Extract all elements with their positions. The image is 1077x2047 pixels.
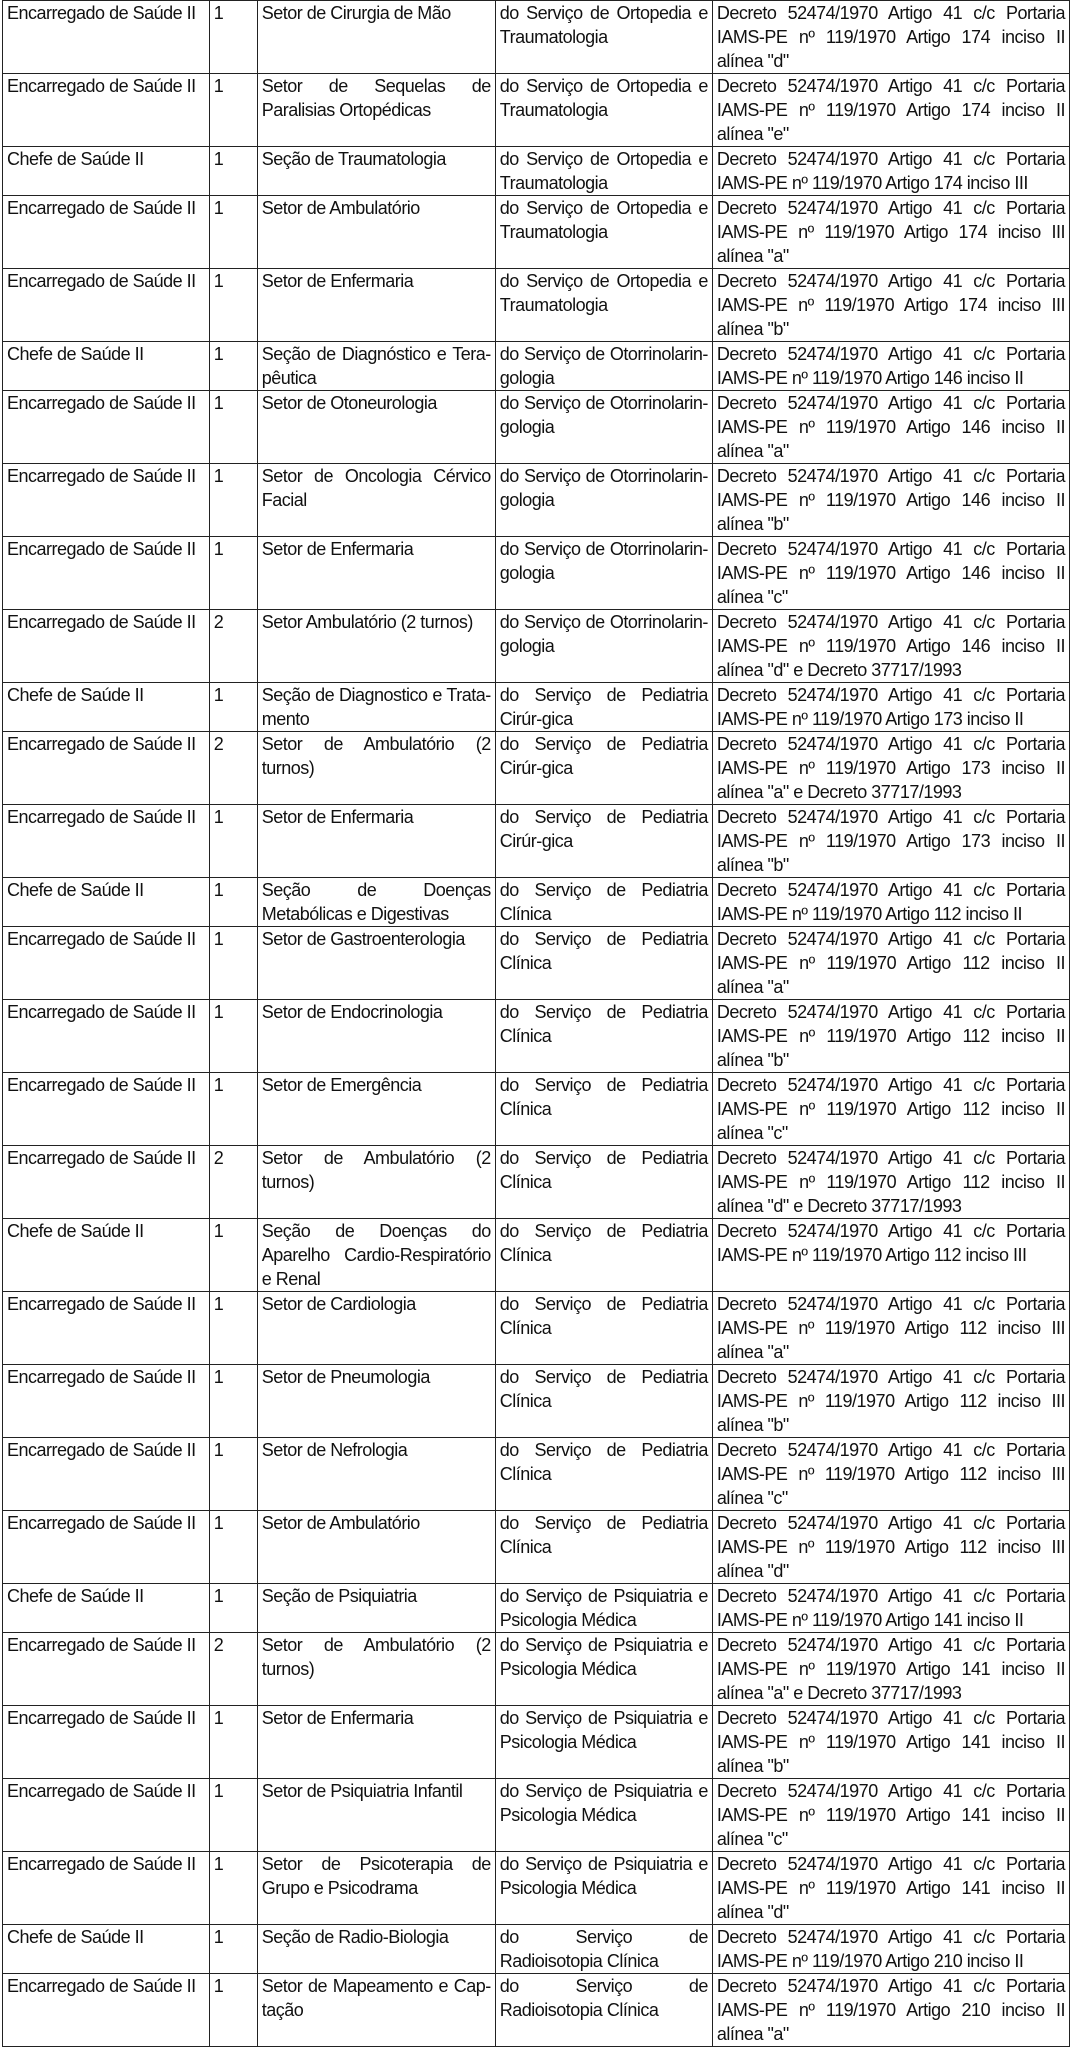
table-row	[3, 610, 1070, 683]
unit-cell: Setor de Sequelas de Paralisias Ortopédicas	[257, 74, 495, 147]
service-cell: do Serviço de Pediatria Clínica	[495, 878, 712, 927]
cargo-cell: Encarregado de Saúde II	[3, 1511, 210, 1584]
unit-cell: Setor Ambulatório (2 turnos)	[257, 610, 495, 683]
legislation-cell: Decreto 52474/1970 Artigo 41 c/c Portaria IAMS-PE nº 119/1970 Artigo 112 inciso II alínea "c"	[712, 1073, 1069, 1146]
service-cell: do Serviço de Psiquiatria e Psicologia Médica	[495, 1706, 712, 1779]
quantity-cell: 2	[209, 1633, 257, 1706]
table-body	[3, 1, 1070, 2047]
table-row	[3, 342, 1070, 391]
legislation-cell: Decreto 52474/1970 Artigo 41 c/c Portaria IAMS-PE nº 119/1970 Artigo 174 inciso II alínea "d"	[712, 1, 1069, 74]
service-cell: do Serviço de Otorrinolarin-gologia	[495, 610, 712, 683]
quantity-cell: 1	[209, 1073, 257, 1146]
legislation-cell: Decreto 52474/1970 Artigo 41 c/c Portaria IAMS-PE nº 119/1970 Artigo 141 inciso II alínea "d"	[712, 1852, 1069, 1925]
service-cell: do Serviço de Radioisotopia Clínica	[495, 1974, 712, 2047]
legislation-cell: Decreto 52474/1970 Artigo 41 c/c Portaria IAMS-PE nº 119/1970 Artigo 146 inciso II alínea "c"	[712, 537, 1069, 610]
legislation-cell: Decreto 52474/1970 Artigo 41 c/c Portaria IAMS-PE nº 119/1970 Artigo 112 inciso II alínea "a"	[712, 927, 1069, 1000]
unit-cell: Setor de Ambulatório	[257, 1511, 495, 1584]
quantity-cell: 2	[209, 610, 257, 683]
quantity-cell: 1	[209, 1584, 257, 1633]
legislation-cell: Decreto 52474/1970 Artigo 41 c/c Portaria IAMS-PE nº 119/1970 Artigo 112 inciso III alínea "d"	[712, 1511, 1069, 1584]
table-row	[3, 1219, 1070, 1292]
service-cell: do Serviço de Ortopedia e Traumatologia	[495, 147, 712, 196]
unit-cell: Setor de Ambulatório (2 turnos)	[257, 1146, 495, 1219]
unit-cell: Setor de Gastroenterologia	[257, 927, 495, 1000]
legislation-cell: Decreto 52474/1970 Artigo 41 c/c Portaria IAMS-PE nº 119/1970 Artigo 141 inciso II alínea "b"	[712, 1706, 1069, 1779]
cargo-cell: Encarregado de Saúde II	[3, 1438, 210, 1511]
unit-cell: Setor de Ambulatório (2 turnos)	[257, 732, 495, 805]
quantity-cell: 1	[209, 1779, 257, 1852]
quantity-cell: 2	[209, 1146, 257, 1219]
quantity-cell: 1	[209, 147, 257, 196]
legislation-cell: Decreto 52474/1970 Artigo 41 c/c Portaria IAMS-PE nº 119/1970 Artigo 146 inciso II alínea "a"	[712, 391, 1069, 464]
quantity-cell: 1	[209, 391, 257, 464]
table-row	[3, 196, 1070, 269]
cargo-cell: Encarregado de Saúde II	[3, 1706, 210, 1779]
quantity-cell: 1	[209, 74, 257, 147]
unit-cell: Setor de Pneumologia	[257, 1365, 495, 1438]
unit-cell: Setor de Enfermaria	[257, 1706, 495, 1779]
quantity-cell: 1	[209, 464, 257, 537]
cargo-cell: Encarregado de Saúde II	[3, 74, 210, 147]
table-row	[3, 1438, 1070, 1511]
unit-cell: Seção de Psiquiatria	[257, 1584, 495, 1633]
service-cell: do Serviço de Pediatria Clínica	[495, 1219, 712, 1292]
table-row	[3, 1292, 1070, 1365]
unit-cell: Setor de Ambulatório	[257, 196, 495, 269]
cargo-cell: Encarregado de Saúde II	[3, 1633, 210, 1706]
legislation-cell: Decreto 52474/1970 Artigo 41 c/c Portaria IAMS-PE nº 119/1970 Artigo 112 inciso II	[712, 878, 1069, 927]
table-row	[3, 1633, 1070, 1706]
table-row	[3, 391, 1070, 464]
table-row	[3, 1852, 1070, 1925]
service-cell: do Serviço de Pediatria Clínica	[495, 1292, 712, 1365]
cargo-cell: Encarregado de Saúde II	[3, 537, 210, 610]
quantity-cell: 1	[209, 1292, 257, 1365]
unit-cell: Setor de Psicoterapia de Grupo e Psicodrama	[257, 1852, 495, 1925]
table-row	[3, 927, 1070, 1000]
cargo-cell: Encarregado de Saúde II	[3, 464, 210, 537]
legislation-cell: Decreto 52474/1970 Artigo 41 c/c Portaria IAMS-PE nº 119/1970 Artigo 146 inciso II alínea "b"	[712, 464, 1069, 537]
legislation-cell: Decreto 52474/1970 Artigo 41 c/c Portaria IAMS-PE nº 119/1970 Artigo 112 inciso III alínea "a"	[712, 1292, 1069, 1365]
legislation-cell: Decreto 52474/1970 Artigo 41 c/c Portaria IAMS-PE nº 119/1970 Artigo 112 inciso III alínea "b"	[712, 1365, 1069, 1438]
quantity-cell: 1	[209, 269, 257, 342]
cargo-cell: Encarregado de Saúde II	[3, 1073, 210, 1146]
unit-cell: Setor de Otoneurologia	[257, 391, 495, 464]
quantity-cell: 1	[209, 1365, 257, 1438]
legislation-cell: Decreto 52474/1970 Artigo 41 c/c Portaria IAMS-PE nº 119/1970 Artigo 174 inciso II alínea "e"	[712, 74, 1069, 147]
cargo-cell: Encarregado de Saúde II	[3, 1000, 210, 1073]
legislation-cell: Decreto 52474/1970 Artigo 41 c/c Portaria IAMS-PE nº 119/1970 Artigo 112 inciso III	[712, 1219, 1069, 1292]
legislation-cell: Decreto 52474/1970 Artigo 41 c/c Portaria IAMS-PE nº 119/1970 Artigo 210 inciso II alínea "a"	[712, 1974, 1069, 2047]
service-cell: do Serviço de Psiquiatria e Psicologia Médica	[495, 1633, 712, 1706]
service-cell: do Serviço de Otorrinolarin-gologia	[495, 537, 712, 610]
unit-cell: Setor de Enfermaria	[257, 537, 495, 610]
legislation-cell: Decreto 52474/1970 Artigo 41 c/c Portaria IAMS-PE nº 119/1970 Artigo 174 inciso III alínea "b"	[712, 269, 1069, 342]
cargo-cell: Encarregado de Saúde II	[3, 610, 210, 683]
legislation-cell: Decreto 52474/1970 Artigo 41 c/c Portaria IAMS-PE nº 119/1970 Artigo 173 inciso II alínea "a" e Decreto 37717/1993	[712, 732, 1069, 805]
quantity-cell: 1	[209, 805, 257, 878]
table-row	[3, 1706, 1070, 1779]
legislation-cell: Decreto 52474/1970 Artigo 41 c/c Portaria IAMS-PE nº 119/1970 Artigo 174 inciso III	[712, 147, 1069, 196]
table-row	[3, 1925, 1070, 1974]
service-cell: do Serviço de Otorrinolarin-gologia	[495, 464, 712, 537]
cargo-cell: Chefe de Saúde II	[3, 683, 210, 732]
quantity-cell: 1	[209, 1852, 257, 1925]
service-cell: do Serviço de Pediatria Cirúr-gica	[495, 732, 712, 805]
unit-cell: Seção de Diagnostico e Trata-mento	[257, 683, 495, 732]
service-cell: do Serviço de Radioisotopia Clínica	[495, 1925, 712, 1974]
table-row	[3, 74, 1070, 147]
legislation-cell: Decreto 52474/1970 Artigo 41 c/c Portaria IAMS-PE nº 119/1970 Artigo 173 inciso II alínea "b"	[712, 805, 1069, 878]
cargo-cell: Encarregado de Saúde II	[3, 1, 210, 74]
cargo-cell: Chefe de Saúde II	[3, 342, 210, 391]
service-cell: do Serviço de Pediatria Clínica	[495, 1000, 712, 1073]
table-row	[3, 1584, 1070, 1633]
cargo-cell: Encarregado de Saúde II	[3, 269, 210, 342]
quantity-cell: 1	[209, 1706, 257, 1779]
service-cell: do Serviço de Psiquiatria e Psicologia Médica	[495, 1584, 712, 1633]
cargo-cell: Chefe de Saúde II	[3, 1219, 210, 1292]
service-cell: do Serviço de Ortopedia e Traumatologia	[495, 1, 712, 74]
cargo-cell: Encarregado de Saúde II	[3, 1146, 210, 1219]
table-row	[3, 269, 1070, 342]
cargo-cell: Encarregado de Saúde II	[3, 1365, 210, 1438]
service-cell: do Serviço de Pediatria Clínica	[495, 1438, 712, 1511]
unit-cell: Seção de Doenças do Aparelho Cardio-Respiratório e Renal	[257, 1219, 495, 1292]
quantity-cell: 1	[209, 1974, 257, 2047]
service-cell: do Serviço de Otorrinolarin-gologia	[495, 391, 712, 464]
unit-cell: Setor de Enfermaria	[257, 269, 495, 342]
unit-cell: Seção de Diagnóstico e Tera-pêutica	[257, 342, 495, 391]
cargo-cell: Encarregado de Saúde II	[3, 1852, 210, 1925]
unit-cell: Setor de Psiquiatria Infantil	[257, 1779, 495, 1852]
quantity-cell: 1	[209, 342, 257, 391]
service-cell: do Serviço de Pediatria Clínica	[495, 927, 712, 1000]
cargo-cell: Chefe de Saúde II	[3, 1584, 210, 1633]
quantity-cell: 1	[209, 537, 257, 610]
unit-cell: Setor de Emergência	[257, 1073, 495, 1146]
legislation-cell: Decreto 52474/1970 Artigo 41 c/c Portaria IAMS-PE nº 119/1970 Artigo 112 inciso II alínea "d" e Decreto 37717/1993	[712, 1146, 1069, 1219]
quantity-cell: 1	[209, 1000, 257, 1073]
quantity-cell: 1	[209, 683, 257, 732]
unit-cell: Seção de Doenças Metabólicas e Digestivas	[257, 878, 495, 927]
table-row	[3, 683, 1070, 732]
table-row	[3, 1511, 1070, 1584]
unit-cell: Setor de Enfermaria	[257, 805, 495, 878]
quantity-cell: 2	[209, 732, 257, 805]
cargo-cell: Chefe de Saúde II	[3, 147, 210, 196]
unit-cell: Setor de Cirurgia de Mão	[257, 1, 495, 74]
quantity-cell: 1	[209, 1, 257, 74]
unit-cell: Setor de Ambulatório (2 turnos)	[257, 1633, 495, 1706]
legislation-cell: Decreto 52474/1970 Artigo 41 c/c Portaria IAMS-PE nº 119/1970 Artigo 146 inciso II	[712, 342, 1069, 391]
cargo-cell: Encarregado de Saúde II	[3, 1779, 210, 1852]
legislation-cell: Decreto 52474/1970 Artigo 41 c/c Portaria IAMS-PE nº 119/1970 Artigo 112 inciso II alínea "b"	[712, 1000, 1069, 1073]
service-cell: do Serviço de Psiquiatria e Psicologia Médica	[495, 1779, 712, 1852]
table-row	[3, 1779, 1070, 1852]
cargo-cell: Encarregado de Saúde II	[3, 1974, 210, 2047]
cargo-cell: Encarregado de Saúde II	[3, 927, 210, 1000]
table-row	[3, 1974, 1070, 2047]
quantity-cell: 1	[209, 1438, 257, 1511]
legislation-cell: Decreto 52474/1970 Artigo 41 c/c Portaria IAMS-PE nº 119/1970 Artigo 174 inciso III alínea "a"	[712, 196, 1069, 269]
table-row	[3, 732, 1070, 805]
table-row	[3, 147, 1070, 196]
table-row	[3, 805, 1070, 878]
service-cell: do Serviço de Pediatria Cirúr-gica	[495, 683, 712, 732]
cargo-cell: Encarregado de Saúde II	[3, 196, 210, 269]
service-cell: do Serviço de Ortopedia e Traumatologia	[495, 196, 712, 269]
quantity-cell: 1	[209, 196, 257, 269]
quantity-cell: 1	[209, 1925, 257, 1974]
service-cell: do Serviço de Pediatria Clínica	[495, 1511, 712, 1584]
legislation-cell: Decreto 52474/1970 Artigo 41 c/c Portaria IAMS-PE nº 119/1970 Artigo 173 inciso II	[712, 683, 1069, 732]
table-row	[3, 1146, 1070, 1219]
service-cell: do Serviço de Pediatria Clínica	[495, 1146, 712, 1219]
legislation-cell: Decreto 52474/1970 Artigo 41 c/c Portaria IAMS-PE nº 119/1970 Artigo 146 inciso II alínea "d" e Decreto 37717/1993	[712, 610, 1069, 683]
service-cell: do Serviço de Psiquiatria e Psicologia Médica	[495, 1852, 712, 1925]
table-row	[3, 537, 1070, 610]
table-row	[3, 1365, 1070, 1438]
cargo-cell: Encarregado de Saúde II	[3, 1292, 210, 1365]
service-cell: do Serviço de Pediatria Clínica	[495, 1073, 712, 1146]
service-cell: do Serviço de Otorrinolarin-gologia	[495, 342, 712, 391]
table-row	[3, 464, 1070, 537]
table-row	[3, 1000, 1070, 1073]
quantity-cell: 1	[209, 1219, 257, 1292]
table-row	[3, 1073, 1070, 1146]
legislation-cell: Decreto 52474/1970 Artigo 41 c/c Portaria IAMS-PE nº 119/1970 Artigo 112 inciso III alínea "c"	[712, 1438, 1069, 1511]
legislation-cell: Decreto 52474/1970 Artigo 41 c/c Portaria IAMS-PE nº 119/1970 Artigo 141 inciso II alínea "c"	[712, 1779, 1069, 1852]
quantity-cell: 1	[209, 878, 257, 927]
unit-cell: Setor de Mapeamento e Cap-tação	[257, 1974, 495, 2047]
service-cell: do Serviço de Pediatria Clínica	[495, 1365, 712, 1438]
legislation-cell: Decreto 52474/1970 Artigo 41 c/c Portaria IAMS-PE nº 119/1970 Artigo 210 inciso II	[712, 1925, 1069, 1974]
unit-cell: Setor de Oncologia Cérvico Facial	[257, 464, 495, 537]
cargo-cell: Chefe de Saúde II	[3, 1925, 210, 1974]
quantity-cell: 1	[209, 927, 257, 1000]
legislation-cell: Decreto 52474/1970 Artigo 41 c/c Portaria IAMS-PE nº 119/1970 Artigo 141 inciso II alínea "a" e Decreto 37717/1993	[712, 1633, 1069, 1706]
positions-table	[2, 0, 1070, 2047]
unit-cell: Setor de Nefrologia	[257, 1438, 495, 1511]
cargo-cell: Chefe de Saúde II	[3, 878, 210, 927]
unit-cell: Setor de Endocrinologia	[257, 1000, 495, 1073]
unit-cell: Seção de Radio-Biologia	[257, 1925, 495, 1974]
legislation-cell: Decreto 52474/1970 Artigo 41 c/c Portaria IAMS-PE nº 119/1970 Artigo 141 inciso II	[712, 1584, 1069, 1633]
cargo-cell: Encarregado de Saúde II	[3, 805, 210, 878]
service-cell: do Serviço de Ortopedia e Traumatologia	[495, 74, 712, 147]
cargo-cell: Encarregado de Saúde II	[3, 391, 210, 464]
service-cell: do Serviço de Ortopedia e Traumatologia	[495, 269, 712, 342]
cargo-cell: Encarregado de Saúde II	[3, 732, 210, 805]
quantity-cell: 1	[209, 1511, 257, 1584]
unit-cell: Seção de Traumatologia	[257, 147, 495, 196]
unit-cell: Setor de Cardiologia	[257, 1292, 495, 1365]
table-row	[3, 1, 1070, 74]
service-cell: do Serviço de Pediatria Cirúr-gica	[495, 805, 712, 878]
table-row	[3, 878, 1070, 927]
